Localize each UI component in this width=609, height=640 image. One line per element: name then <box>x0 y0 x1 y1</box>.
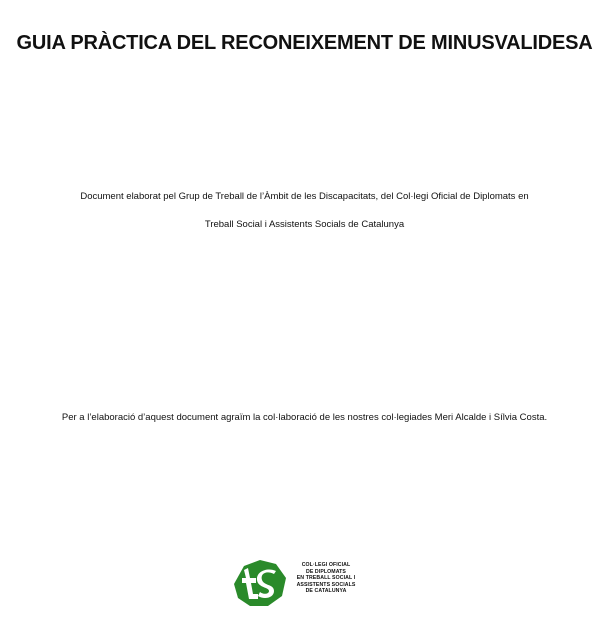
logo-line-5: DE CATALUNYA <box>305 588 347 595</box>
logo-line-4: ASSISTENTS SOCIALS <box>296 581 356 588</box>
acknowledgement-text: Per a l’elaboració d’aquest document agraïm la col·laboració de les nostres col·legiades Meri Alcalde i Sílvia Costa. <box>61 412 548 423</box>
document-title: GUIA PRÀCTICA DEL RECONEIXEMENT DE MINUSVALIDESA <box>16 32 593 54</box>
college-logo <box>230 556 370 610</box>
logo-line-1: COL·LEGI OFICIAL <box>301 562 351 568</box>
subtitle-line-2: Treball Social i Assistents Socials de Catalunya <box>204 219 405 230</box>
logo-text <box>286 562 366 595</box>
logo-line-2: DE DIPLOMATS <box>305 568 346 575</box>
ts-logo-icon <box>230 556 290 610</box>
logo-mark-text: ts <box>260 586 261 587</box>
subtitle-line-1: Document elaborat pel Grup de Treball de l’Àmbit de les Discapacitats, del Col·legi Oficial de Diplomats en <box>80 191 529 202</box>
logo-line-3: EN TREBALL SOCIAL I <box>296 575 356 582</box>
